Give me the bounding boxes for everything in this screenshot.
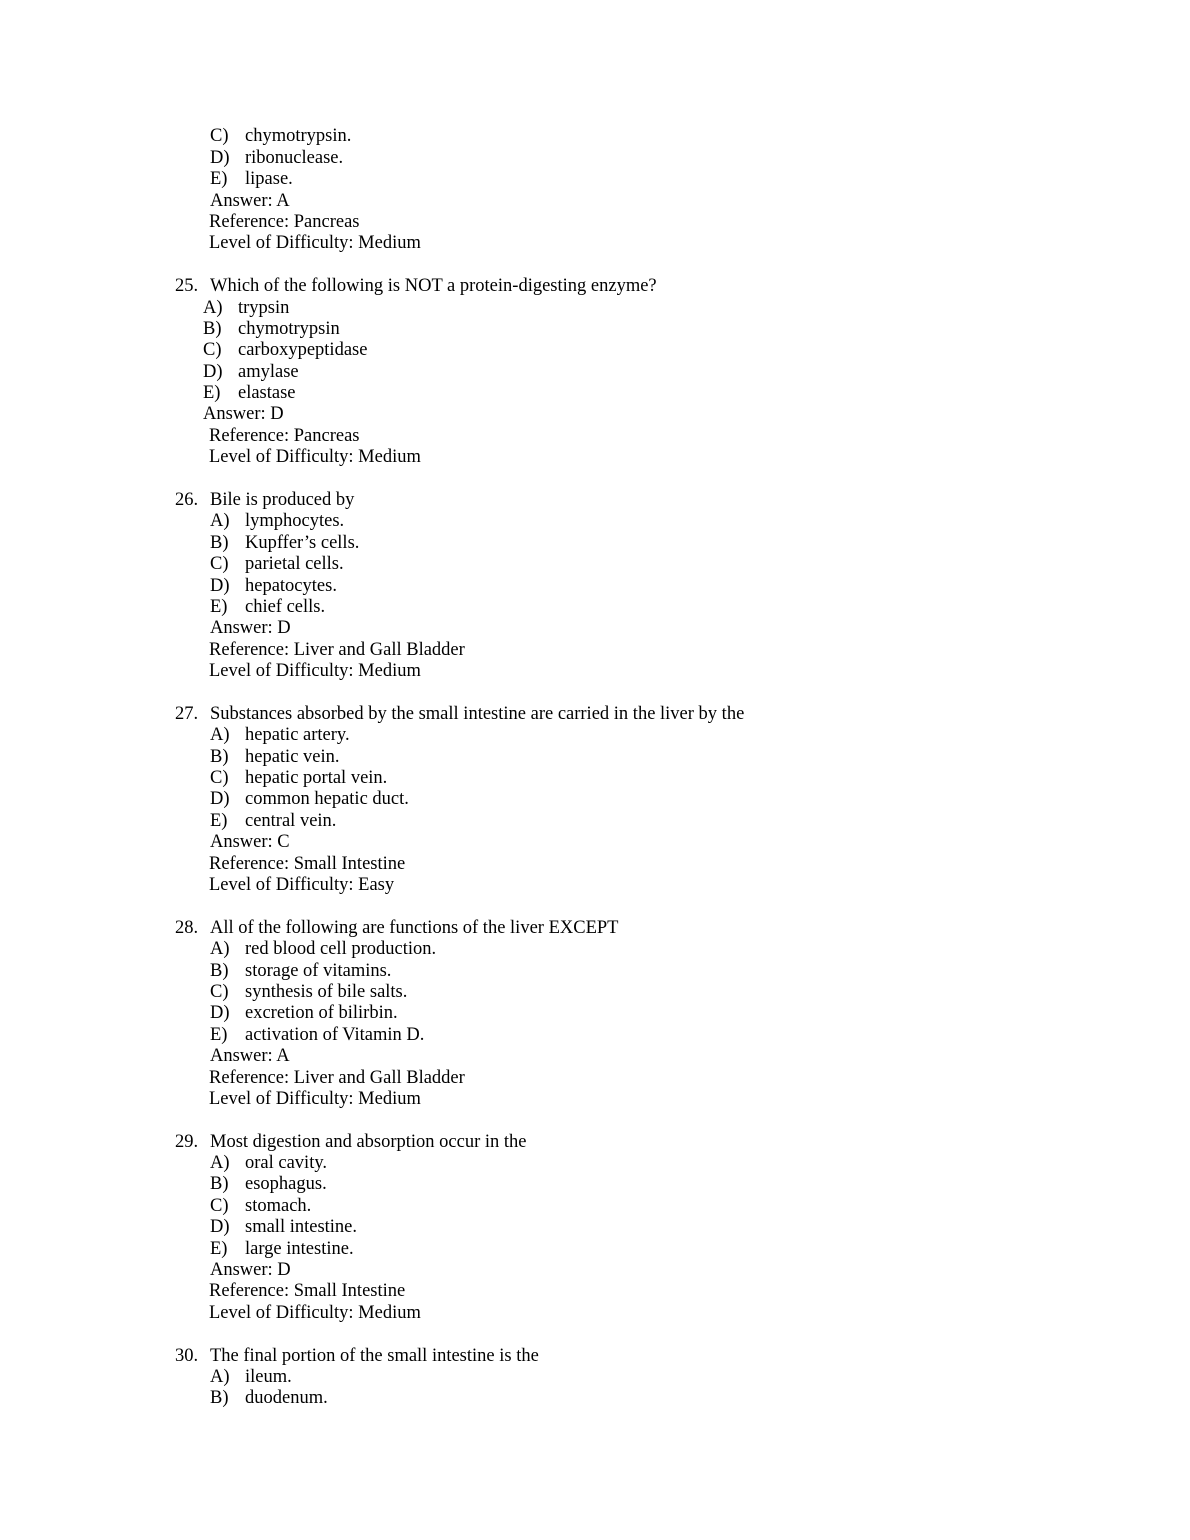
- option-letter: C): [210, 768, 229, 788]
- option-letter: E): [210, 1025, 228, 1045]
- option-letter: B): [210, 533, 229, 553]
- option-text: large intestine.: [245, 1239, 354, 1259]
- answer-line: Answer: A: [210, 1046, 290, 1066]
- difficulty-line: Level of Difficulty: Medium: [209, 661, 421, 681]
- question-number: 30.: [175, 1346, 199, 1366]
- option-letter: C): [203, 340, 222, 360]
- option-letter: C): [210, 1196, 229, 1216]
- option-letter: A): [210, 725, 230, 745]
- option-text: oral cavity.: [245, 1153, 328, 1173]
- option-text: hepatic portal vein.: [245, 768, 388, 788]
- difficulty-line: Level of Difficulty: Easy: [209, 875, 395, 895]
- option-letter: C): [210, 554, 229, 574]
- question-stem: Which of the following is NOT a protein-digesting enzyme?: [210, 276, 657, 296]
- option-letter: B): [210, 1174, 229, 1194]
- option-text: trypsin: [238, 298, 290, 318]
- difficulty-line: Level of Difficulty: Medium: [209, 1303, 421, 1323]
- question-number: 28.: [175, 918, 199, 938]
- option-text: common hepatic duct.: [245, 789, 409, 809]
- answer-line: Answer: A: [210, 191, 290, 211]
- option-letter: B): [210, 961, 229, 981]
- option-text: lymphocytes.: [245, 511, 345, 531]
- option-text: chymotrypsin.: [245, 126, 352, 146]
- answer-line: Answer: D: [210, 1260, 291, 1280]
- question-stem: Substances absorbed by the small intestine are carried in the liver by the: [210, 704, 745, 724]
- option-letter: E): [210, 811, 228, 831]
- option-letter: C): [210, 126, 229, 146]
- option-text: esophagus.: [245, 1174, 327, 1194]
- option-letter: E): [210, 169, 228, 189]
- option-text: hepatic vein.: [245, 747, 340, 767]
- option-text: Kupffer’s cells.: [245, 533, 360, 553]
- difficulty-line: Level of Difficulty: Medium: [209, 1089, 421, 1109]
- question-number: 25.: [175, 276, 199, 296]
- reference-line: Reference: Small Intestine: [209, 854, 406, 874]
- option-letter: D): [210, 148, 230, 168]
- option-letter: C): [210, 982, 229, 1002]
- option-letter: A): [210, 1367, 230, 1387]
- option-text: chief cells.: [245, 597, 326, 617]
- option-text: duodenum.: [245, 1388, 328, 1408]
- option-text: hepatic artery.: [245, 725, 350, 745]
- option-letter: D): [210, 1003, 230, 1023]
- option-text: activation of Vitamin D.: [245, 1025, 425, 1045]
- option-text: small intestine.: [245, 1217, 358, 1237]
- difficulty-line: Level of Difficulty: Medium: [209, 233, 421, 253]
- option-text: carboxypeptidase: [238, 340, 368, 360]
- option-letter: D): [203, 362, 223, 382]
- option-letter: B): [210, 747, 229, 767]
- option-letter: B): [210, 1388, 229, 1408]
- option-letter: A): [203, 298, 223, 318]
- answer-line: Answer: C: [210, 832, 290, 852]
- question-stem: Bile is produced by: [210, 490, 355, 510]
- question-number: 27.: [175, 704, 199, 724]
- option-letter: E): [210, 1239, 228, 1259]
- option-text: lipase.: [245, 169, 293, 189]
- option-text: hepatocytes.: [245, 576, 337, 596]
- option-letter: E): [203, 383, 221, 403]
- answer-line: Answer: D: [210, 618, 291, 638]
- option-text: ileum.: [245, 1367, 292, 1387]
- option-text: elastase: [238, 383, 296, 403]
- option-text: excretion of bilirbin.: [245, 1003, 398, 1023]
- option-letter: A): [210, 1153, 230, 1173]
- option-text: ribonuclease.: [245, 148, 344, 168]
- option-text: central vein.: [245, 811, 337, 831]
- question-number: 29.: [175, 1132, 199, 1152]
- difficulty-line: Level of Difficulty: Medium: [209, 447, 421, 467]
- reference-line: Reference: Liver and Gall Bladder: [209, 640, 465, 660]
- option-text: amylase: [238, 362, 299, 382]
- reference-line: Reference: Pancreas: [209, 426, 360, 446]
- option-letter: B): [203, 319, 222, 339]
- option-letter: D): [210, 1217, 230, 1237]
- reference-line: Reference: Small Intestine: [209, 1281, 406, 1301]
- question-stem: Most digestion and absorption occur in the: [210, 1132, 527, 1152]
- option-text: red blood cell production.: [245, 939, 437, 959]
- answer-line: Answer: D: [203, 404, 284, 424]
- option-text: chymotrypsin: [238, 319, 340, 339]
- option-letter: E): [210, 597, 228, 617]
- option-text: parietal cells.: [245, 554, 344, 574]
- option-text: stomach.: [245, 1196, 312, 1216]
- option-text: storage of vitamins.: [245, 961, 392, 981]
- option-letter: A): [210, 511, 230, 531]
- question-number: 26.: [175, 490, 199, 510]
- reference-line: Reference: Liver and Gall Bladder: [209, 1068, 465, 1088]
- option-letter: D): [210, 789, 230, 809]
- option-text: synthesis of bile salts.: [245, 982, 408, 1002]
- question-stem: All of the following are functions of the liver EXCEPT: [210, 918, 619, 938]
- reference-line: Reference: Pancreas: [209, 212, 360, 232]
- option-letter: D): [210, 576, 230, 596]
- option-letter: A): [210, 939, 230, 959]
- question-stem: The final portion of the small intestine is the: [210, 1346, 539, 1366]
